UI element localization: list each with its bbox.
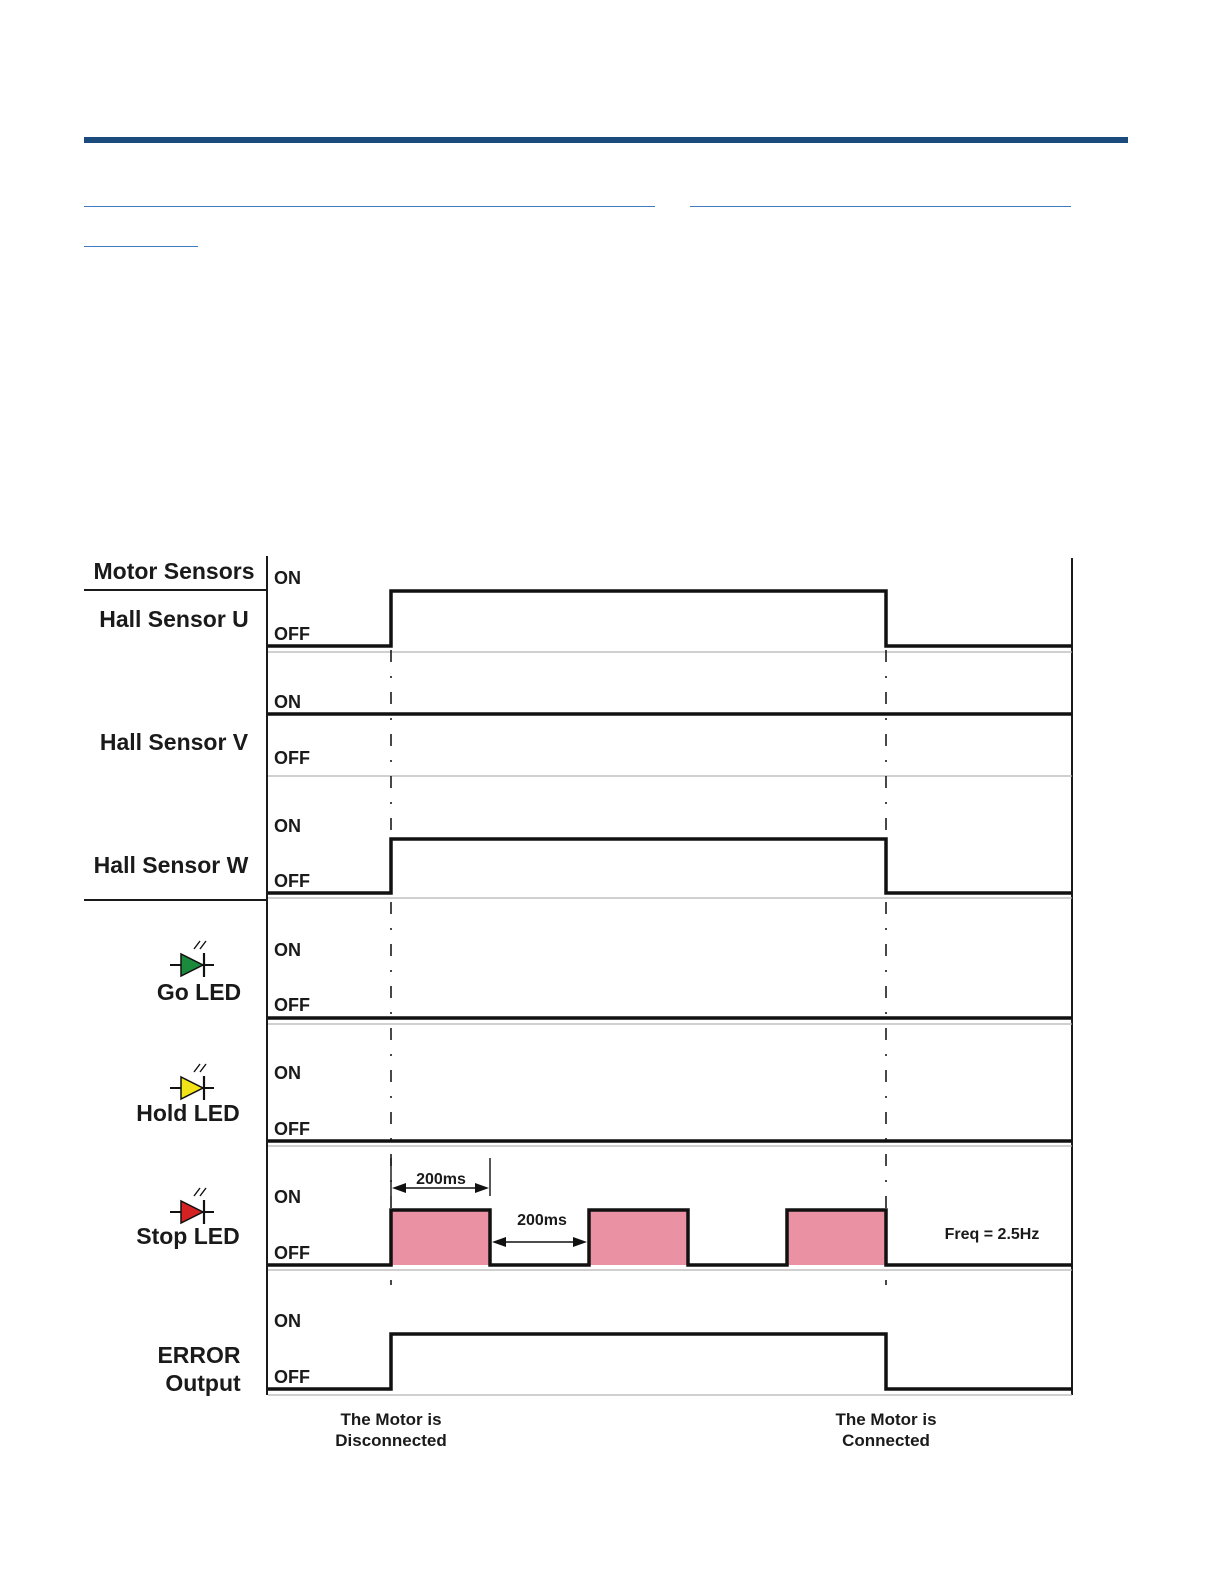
led-red-icon bbox=[170, 1188, 214, 1224]
waveform-hall-sensor-w bbox=[268, 839, 1072, 893]
off-label: OFF bbox=[274, 871, 310, 891]
row-hall-sensor-v bbox=[100, 692, 1072, 768]
on-label: ON bbox=[274, 1311, 301, 1331]
off-label: OFF bbox=[274, 748, 310, 768]
waveform-hall-sensor-u bbox=[268, 591, 1072, 646]
off-label: OFF bbox=[274, 995, 310, 1015]
row-label: Hold LED bbox=[136, 1100, 240, 1126]
stop-led-pulse bbox=[391, 1210, 490, 1265]
row-go-led bbox=[157, 940, 1072, 1018]
on-label: ON bbox=[274, 940, 301, 960]
diagram-frame bbox=[84, 556, 1072, 1395]
event-disconnected-caption: The Motor is bbox=[340, 1410, 442, 1429]
waveform-error-output bbox=[268, 1334, 1072, 1389]
on-label: ON bbox=[274, 816, 301, 836]
frequency-label: Freq = 2.5Hz bbox=[944, 1226, 1040, 1243]
row-hall-sensor-w bbox=[94, 816, 1072, 893]
event-connected-caption: The Motor is bbox=[835, 1410, 937, 1429]
row-label: Go LED bbox=[156, 979, 242, 1005]
row-stop-led bbox=[136, 1158, 1072, 1265]
off-label: OFF bbox=[274, 1367, 310, 1387]
pulse-width-label: 200ms bbox=[416, 1171, 466, 1188]
dimension-gap bbox=[492, 1237, 587, 1247]
off-label: OFF bbox=[274, 1243, 310, 1263]
led-yellow-icon bbox=[170, 1064, 214, 1100]
row-hold-led bbox=[136, 1063, 1072, 1141]
on-label: ON bbox=[274, 1187, 301, 1207]
on-label: ON bbox=[274, 1063, 301, 1083]
on-label: ON bbox=[274, 692, 301, 712]
event-connected-caption: Connected bbox=[842, 1431, 930, 1450]
row-separators bbox=[268, 652, 1072, 1395]
stop-led-pulse bbox=[787, 1210, 886, 1265]
led-green-icon bbox=[170, 941, 214, 977]
gap-label: 200ms bbox=[517, 1212, 567, 1229]
row-label: Hall Sensor W bbox=[93, 852, 249, 878]
on-label: ON bbox=[274, 568, 301, 588]
off-label: OFF bbox=[274, 1119, 310, 1139]
row-label: ERROR bbox=[157, 1342, 241, 1368]
row-error-output bbox=[157, 1311, 1072, 1396]
row-label: Hall Sensor V bbox=[99, 729, 249, 755]
event-disconnected-caption: Disconnected bbox=[335, 1431, 447, 1450]
event-marker-lines bbox=[391, 650, 886, 1285]
row-label: Hall Sensor U bbox=[99, 606, 249, 632]
row-label: Stop LED bbox=[136, 1223, 240, 1249]
off-label: OFF bbox=[274, 624, 310, 644]
stop-led-pulse bbox=[589, 1210, 688, 1265]
row-label: Output bbox=[165, 1370, 241, 1396]
diagram-header-title: Motor Sensors bbox=[93, 558, 255, 584]
